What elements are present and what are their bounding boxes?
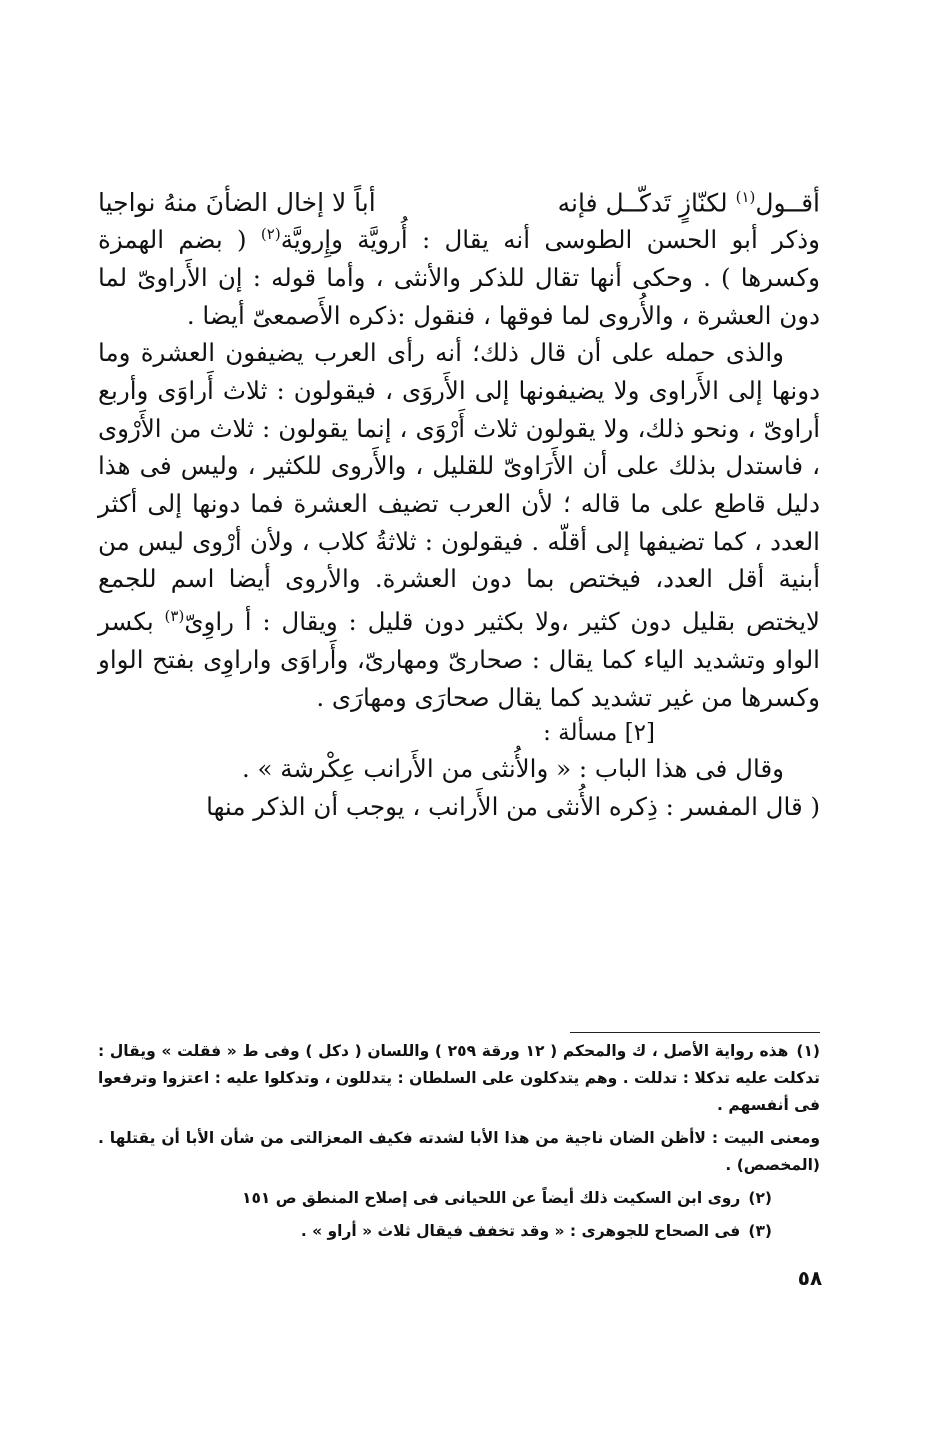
footnote-1: (١)هذه رواية الأصل ، ك والمحكم ( ١٢ ورقة ٢٥٩ ) واللسان ( دكل ) وفى ط « فقلت » ويقال : تدكلت عليه تدكلا : تدللت . وهم يتدكلون على السلطان : يتدللون ، وتدكلوا عليه : اعتزوا وترفعوا فى أنفسهم . xyxy=(98,1042,820,1114)
footnotes xyxy=(98,1038,820,1251)
footnote-number: (١) xyxy=(796,1042,820,1060)
footnote-2: (٢)روى ابن السكيت ذلك أيضاً عن اللحيانى فى إصلاح المنطق ص ١٥١ xyxy=(242,1189,772,1207)
poetry-verse xyxy=(98,178,820,216)
section-heading: [٢] مسألة : xyxy=(543,720,655,747)
footnote-ref-1: (١) xyxy=(735,188,756,206)
page-number: ٥٨ xyxy=(797,1266,823,1290)
paragraph-1: وذكر أبو الحسن الطوسى أنه يقال : أُرويَّة وإِرويَّة$^{(٢)}$ ( بضم الهمزة وكسرها ) . وحكى أنها تقال للذكر والأنثى ، وأما قوله : إن الأَراوىّ لما دون العشرة ، والأُروى لما فوقها ، فنقول :ذكره الأَصمعىّ أيضا . xyxy=(98,225,820,330)
footnote-number: (٣) xyxy=(748,1222,772,1240)
main-text xyxy=(98,178,820,826)
footnote-1-continuation: ومعنى البيت : لاأظن الضان ناجية من هذا الأبا لشدته فكيف المعزالتى من شأن الأبا أن يقتلها . (المخصص) . xyxy=(98,1129,820,1174)
paragraph-2: والذى حمله على أن قال ذلك؛ أنه رأى العرب يضيفون العشرة وما دونها إلى الأَراوى ولا يضيفونها إلى الأَروَى ، فيقولون : ثلاث أَراوَى وأربع أراوىّ ، ونحو ذلك، ولا يقولون ثلاث أَرْوَى ، إنما يقولون : ثلاث من الأَرْوى ، فاستدل بذلك على أن الأَرَاوىّ للقليل ، والأَروى للكثير ، وليس فى هذا دليل قاطع على ما قاله ؛ لأن العرب تضيف العشرة فما دونها إلى أكثر العدد ، كما تضيفها إلى أقلّه . فيقولون : ثلاثةُ كلاب ، ولأن أرْوى ليس من أبنية أقل العدد، فيختص بما دون العشرة. والأروى أيضا اسم للجمع لايختص بقليل دون كثير ،ولا بكثير دون قليل : ويقال : أ راوِىّ$^{(٣)}$ بكسر الواو وتشديد الياء كما يقال : صحارىّ ومهارىّ، وأَراوَى واراوِى بفتح الواو وكسرها من غير تشديد كما يقال صحارَى ومهارَى . xyxy=(98,338,820,712)
verse-right-hemistich: أقــول$^{(١)}$ لكنّازٍ تَدكّــل فإنه xyxy=(557,188,820,218)
footnote-ref-3: (٣) xyxy=(164,607,185,626)
verse-left-hemistich: أباً لا إخال الضأنَ منهُ نواجيا xyxy=(98,188,376,218)
footnote-divider xyxy=(570,1032,820,1033)
paragraph-3: وقال فى هذا الباب : « والأُنثى من الأَرانب عِكْرشة » . xyxy=(241,754,784,784)
paragraph-4: ( قال المفسر : ذِكره الأُنثى من الأَرانب ، يوجب أن الذكر منها xyxy=(206,792,820,822)
footnote-ref-2: (٢) xyxy=(260,225,281,243)
footnote-number: (٢) xyxy=(748,1189,772,1207)
footnote-3: (٣)فى الصحاح للجوهرى : « وقد تخفف فيقال ثلاث « أراو » . xyxy=(300,1222,772,1240)
